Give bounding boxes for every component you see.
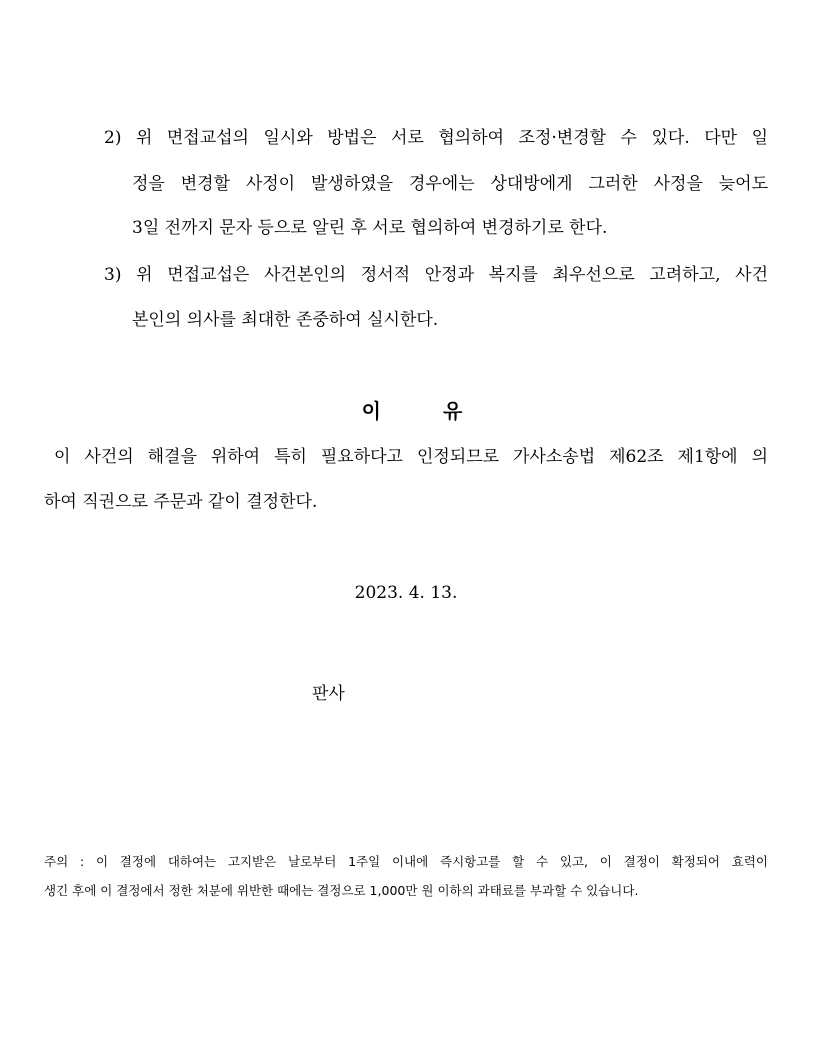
order-item-2-line-1: 2) 위 면접교섭의 일시와 방법은 서로 협의하여 조정·변경할 수 있다. 다만 일 [104, 128, 768, 148]
reason-heading [0, 398, 824, 424]
reason-heading-char-2: 유 [443, 399, 463, 423]
decision-date: 2023. 4. 13. [354, 583, 458, 603]
order-item-3-line-1: 3) 위 면접교섭은 사건본인의 정서적 안정과 복지를 최우선으로 고려하고, 사건 [104, 265, 768, 285]
reason-line-2: 하여 직권으로 주문과 같이 결정한다. [44, 492, 318, 512]
notice-line-2: 생긴 후에 이 결정에서 정한 처분에 위반한 때에는 결정으로 1,000만 원 이하의 과태료를 부과할 수 있습니다. [44, 883, 639, 898]
order-item-2-line-3: 3일 전까지 문자 등으로 알린 후 서로 협의하여 변경하기로 한다. [132, 218, 608, 238]
judge-label: 판사 [312, 684, 345, 704]
reason-line-1: 이 사건의 해결을 위하여 특히 필요하다고 인정되므로 가사소송법 제62조 제1항에 의 [54, 447, 768, 467]
reason-heading-char-1: 이 [361, 399, 381, 423]
notice-line-1: 주의 : 이 결정에 대하여는 고지받은 날로부터 1주일 이내에 즉시항고를 할 수 있고, 이 결정이 확정되어 효력이 [44, 854, 768, 869]
order-item-3-line-2: 본인의 의사를 최대한 존중하여 실시한다. [132, 310, 439, 330]
order-item-2-line-2: 정을 변경할 사정이 발생하였을 경우에는 상대방에게 그러한 사정을 늦어도 [132, 174, 768, 194]
